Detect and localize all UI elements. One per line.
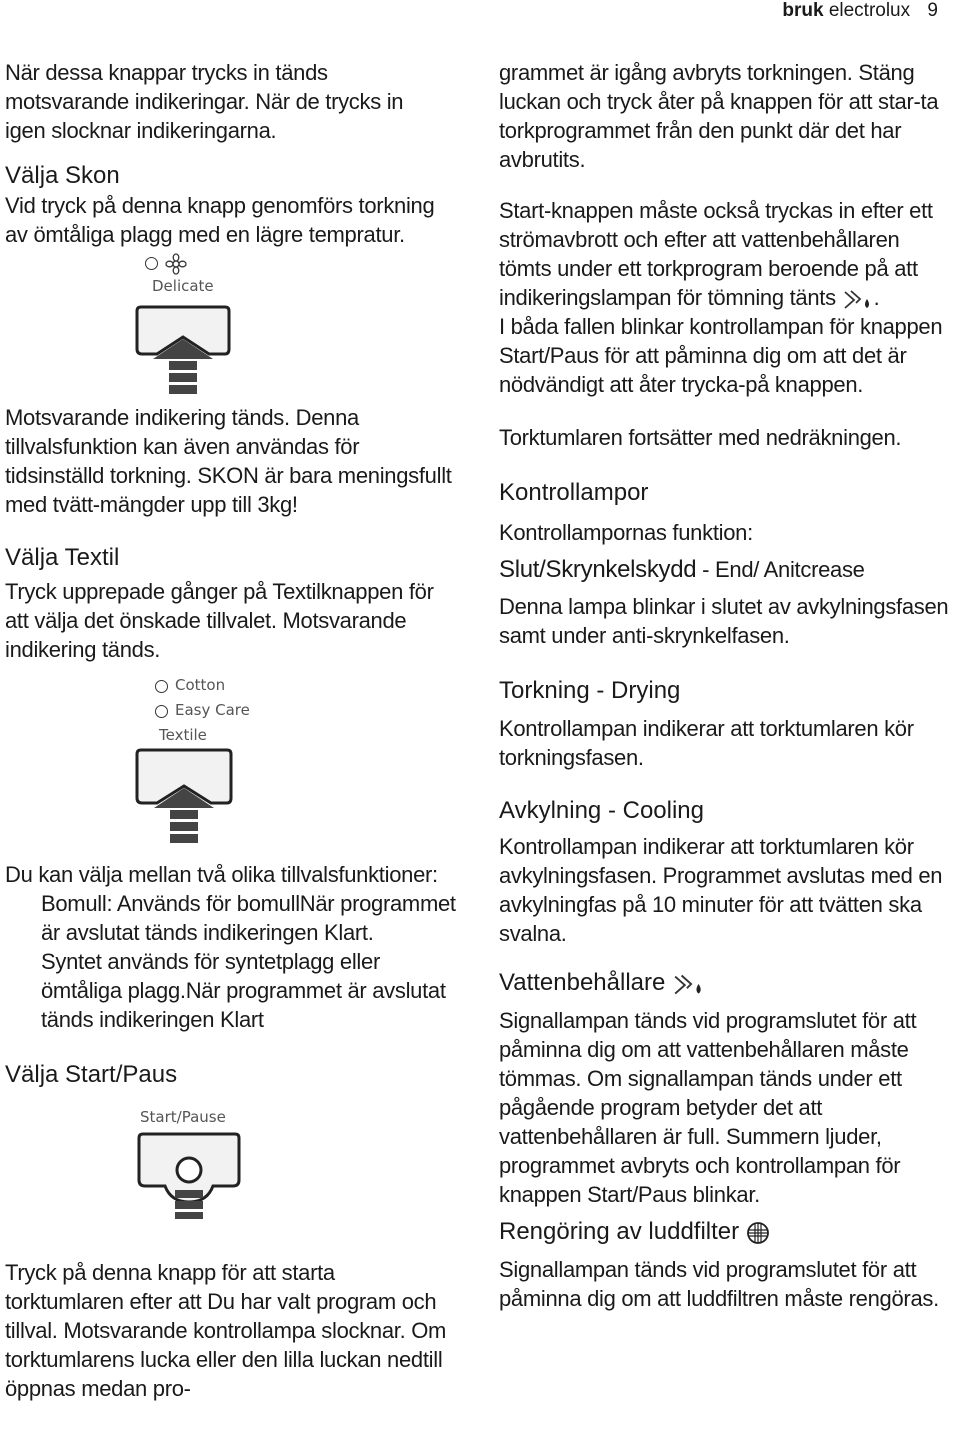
rengoring-text: Signallampan tänds vid programslutet för att påminna dig om att luddfiltren måste rengöras.	[499, 1257, 939, 1311]
start-note-b: I båda fallen blinkar kontrollampan för knappen Start/Paus för att påminna dig om att det är nödvändigt att åter trycka-på knappen.	[499, 314, 943, 397]
rengoring-heading: Rengöring av luddfilter	[499, 1218, 740, 1245]
startpaus-text: Tryck på denna knapp för att starta torktumlaren efter att Du har valt program och tillval. Motsvarande kontrollampa slocknar. Om torktumlarens lucka eller den lilla luckan nedtill öppnas medan pro-	[5, 1260, 447, 1401]
page-number: 9	[927, 0, 938, 21]
delicate-button[interactable]	[133, 301, 235, 403]
left-column	[5, 58, 465, 1403]
textil-heading: Välja Textil	[5, 544, 120, 571]
vatten-text: Signallampan tänds vid programslutet för att påminna dig om att vattenbehållaren måste tömmas. Om signallampan tänds under ett pågående program betyder det att vattenbehållaren är full. Summern ljuder, programmet avbryts och kontrollampan för knappen Start/Paus blinkar.	[499, 1008, 917, 1207]
start-note-a-text: Start-knappen måste också tryckas in efter ett strömavbrott och efter att vattenbehållaren tömts under ett torkprogram beroende på att indikeringslampan för tömning tänts	[499, 198, 933, 310]
start-note-a: Start-knappen måste också tryckas in efter ett strömavbrott och efter att vattenbehållaren tömts under ett torkprogram beroende på att indikeringslampan för tömning tänts .	[499, 198, 933, 310]
delicate-panel	[5, 253, 465, 403]
water-container-icon	[672, 971, 706, 997]
startpaus-heading: Välja Start/Paus	[5, 1061, 178, 1088]
startpause-panel	[5, 1102, 465, 1224]
intro-text: När dessa knappar trycks in tänds motsvarande indikeringar. När de trycks in igen slocknar indikeringarna.	[5, 60, 404, 143]
torkning-text: Kontrollampan indikerar att torktumlaren kör torkningsfasen.	[499, 716, 914, 770]
page-header	[782, 0, 938, 22]
textil-text: Tryck upprepade gånger på Textilknappen för att välja det önskade tillvalet. Motsvarande indikering tänds.	[5, 579, 434, 662]
lint-filter-icon	[746, 1221, 770, 1245]
cotton-label: Cotton	[175, 676, 226, 694]
header-product: electrolux	[828, 0, 911, 21]
textile-label: Textile	[159, 726, 207, 744]
easycare-lamp	[155, 705, 168, 718]
startpause-label: Start/Pause	[140, 1108, 226, 1126]
cotton-lamp	[155, 680, 168, 693]
options-intro: Du kan välja mellan två olika tillvalsfunktioner:	[5, 862, 438, 887]
vatten-heading: Vattenbehållare	[499, 969, 666, 996]
avkylning-heading: Avkylning - Cooling	[499, 797, 704, 824]
textile-button[interactable]	[133, 746, 237, 850]
startpause-button[interactable]	[135, 1130, 245, 1220]
easycare-label: Easy Care	[175, 701, 250, 719]
delicate-lamp	[145, 257, 158, 270]
skon-note: Motsvarande indikering tänds. Denna tillvalsfunktion kan även användas för tidsinställd torkning. SKON är bara meningsfullt med tvätt-mängder upp till 3kg!	[5, 405, 452, 517]
flower-icon	[165, 253, 187, 275]
options-syntet: Syntet används för syntetplagg eller ömtåliga plagg.När programmet är avslutat tänds indikeringen Klart	[41, 949, 446, 1032]
options-bomull: Bomull: Används för bomullNär programmet är avslutat tänds indikeringen Klart.	[41, 891, 456, 945]
countdown-text: Torktumlaren fortsätter med nedräkningen.	[499, 425, 902, 450]
water-container-icon	[842, 287, 874, 311]
delicate-label: Delicate	[152, 277, 214, 295]
start-circle-icon	[177, 1158, 201, 1182]
header-brand: bruk	[782, 0, 824, 21]
torkning-heading: Torkning - Drying	[499, 677, 681, 704]
kontrollampor-heading: Kontrollampor	[499, 479, 649, 506]
kontrollampor-sub: Kontrollampornas funktion:	[499, 520, 753, 545]
continued-text: grammet är igång avbryts torkningen. Stäng luckan och tryck åter på knappen för att star-ta torkprogrammet från den punkt där det har avbrutits.	[499, 60, 939, 172]
slut-heading-line	[499, 555, 954, 584]
avkylning-text: Kontrollampan indikerar att torktumlaren kör avkylningsfasen. Programmet avslutas med en avkylningfas på 10 minuter för att tvätten ska svalna.	[499, 834, 943, 946]
right-column	[499, 58, 954, 1313]
rengoring-heading-line	[499, 1217, 954, 1247]
slut-heading: Slut/Skrynkelskydd	[499, 556, 697, 583]
vatten-heading-line	[499, 968, 954, 998]
textile-panel	[5, 670, 465, 850]
slut-heading-suffix: - End/ Anitcrease	[696, 557, 865, 582]
skon-heading: Välja Skon	[5, 162, 120, 189]
skon-text: Vid tryck på denna knapp genomförs torkning av ömtåliga plagg med en lägre tempratur.	[5, 193, 435, 247]
slut-text: Denna lampa blinkar i slutet av avkylningsfasen samt under anti-skrynkelfasen.	[499, 594, 949, 648]
